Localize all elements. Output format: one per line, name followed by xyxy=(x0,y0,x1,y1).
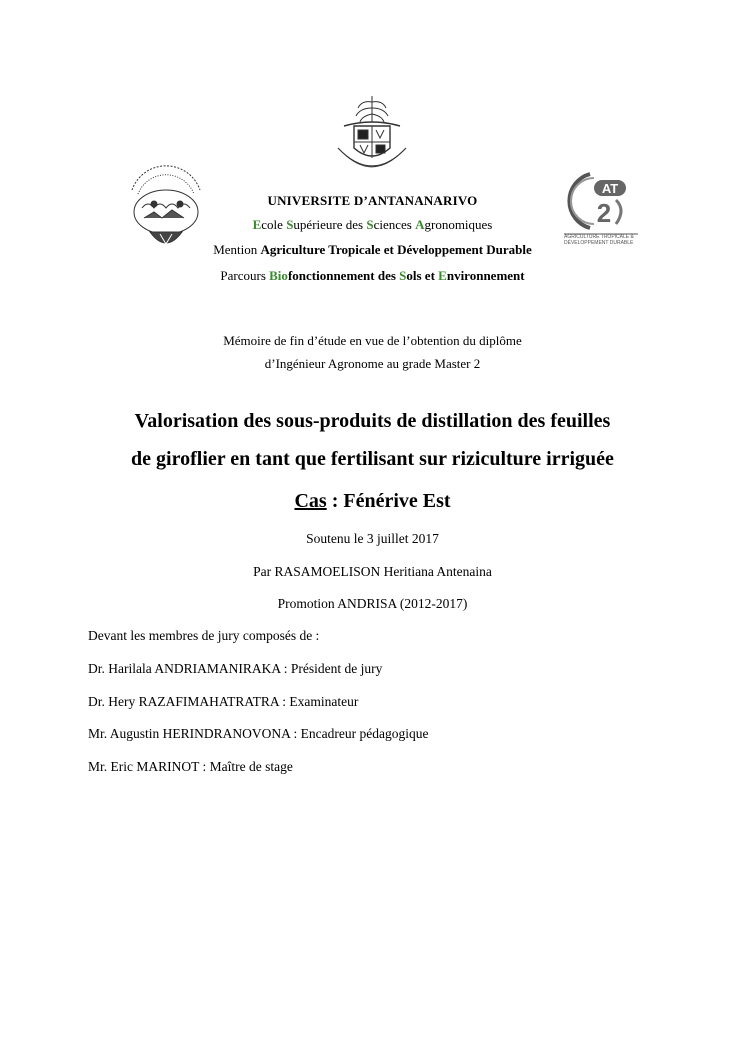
mention-name: Agriculture Tropicale et Développement Durable xyxy=(260,242,532,257)
parcours-segment: S xyxy=(399,268,407,283)
school-segment: S xyxy=(286,217,294,232)
school-segment: gronomiques xyxy=(424,217,493,232)
school-segment: upérieure des xyxy=(293,217,367,232)
parcours-segment: nvironnement xyxy=(446,268,525,283)
author-line: Par RASAMOELISON Heritiana Antenaina xyxy=(253,564,492,579)
memoire-line-2: d’Ingénieur Agronome au grade Master 2 xyxy=(264,356,481,371)
at-logo-caption: AGRICULTURE TROPICALE & DÉVELOPPEMENT DURABLE xyxy=(564,234,634,246)
jury-member: Dr. Hery RAZAFIMAHATRATRA : Examinateur xyxy=(88,694,359,709)
memoire-line-1: Mémoire de fin d’étude en vue de l’obtention du diplôme xyxy=(223,333,522,348)
case-separator: : xyxy=(326,490,344,512)
school-segment: A xyxy=(415,217,425,232)
thesis-title-line-1: Valorisation des sous-produits de distillation des feuilles xyxy=(134,410,611,432)
school-name xyxy=(0,217,745,233)
svg-text:2: 2 xyxy=(596,198,612,228)
jury-member: Dr. Harilala ANDRIAMANIRAKA : Président de jury xyxy=(88,661,383,676)
university-seal-icon xyxy=(330,92,414,178)
mention-line xyxy=(0,242,745,258)
case-value: Fénérive Est xyxy=(343,490,451,512)
parcours-segment: fonctionnement des xyxy=(287,268,400,283)
parcours-line xyxy=(0,268,745,284)
jury-intro: Devant les membres de jury composés de : xyxy=(88,628,320,643)
parcours-segment: Bio xyxy=(269,268,288,283)
parcours-name xyxy=(269,268,524,283)
parcours-segment: ols et xyxy=(406,268,439,283)
mention-prefix: Mention xyxy=(213,242,261,257)
school-segment: E xyxy=(252,217,262,232)
jury-member: Mr. Eric MARINOT : Maître de stage xyxy=(88,759,293,774)
thesis-title-line-2: de giroflier en tant que fertilisant sur riziculture irriguée xyxy=(131,448,614,470)
svg-text:AT: AT xyxy=(601,181,619,196)
defense-date: Soutenu le 3 juillet 2017 xyxy=(306,531,439,546)
parcours-prefix: Parcours xyxy=(220,268,270,283)
case-label: Cas xyxy=(294,490,327,512)
school-segment: S xyxy=(366,217,374,232)
school-segment: ciences xyxy=(373,217,416,232)
promotion-line: Promotion ANDRISA (2012-2017) xyxy=(277,596,468,611)
jury-member: Mr. Augustin HERINDRANOVONA : Encadreur pédagogique xyxy=(88,726,429,741)
parcours-segment: E xyxy=(438,268,447,283)
university-name: UNIVERSITE D’ANTANANARIVO xyxy=(267,193,478,208)
case-study-line xyxy=(0,490,745,513)
school-segment: cole xyxy=(261,217,287,232)
